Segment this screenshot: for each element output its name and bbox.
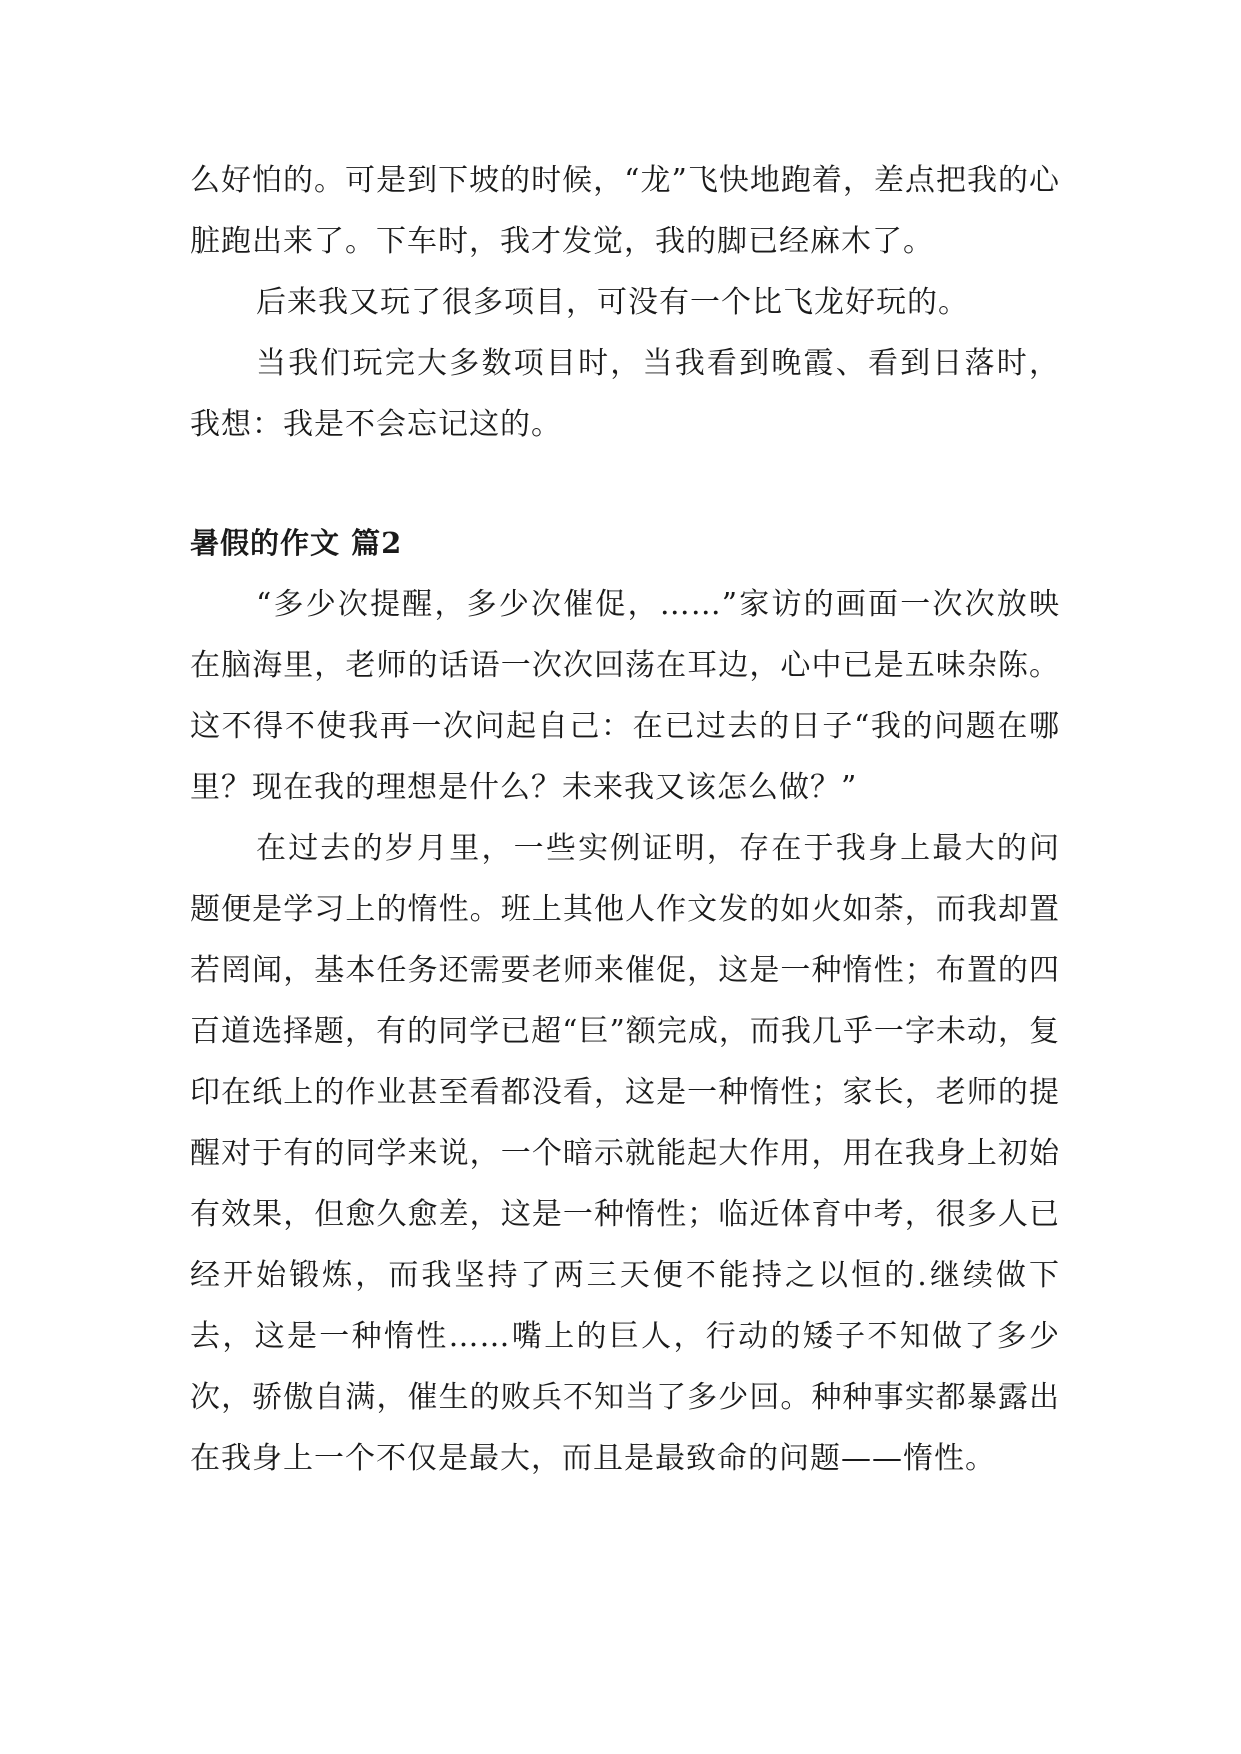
- paragraph: 当我们玩完大多数项目时，当我看到晚霞、看到日落时，我想：我是不会忘记这的。: [190, 346, 1060, 442]
- paragraph: 在过去的岁月里，一些实例证明，存在于我身上最大的问题便是学习上的惰性。班上其他人作文发的如火如荼，而我却置若罔闻，基本任务还需要老师来催促，这是一种惰性；布置的四百道选择题，有的同学已超“巨”额完成，而我几乎一字未动，复印在纸上的作业甚至看都没看，这是一种惰性；家长，老师的提醒对于有的同学来说，一个暗示就能起大作用，用在我身上初始有效果，但愈久愈差，这是一种惰性；临近体育中考，很多人已经开始锻炼，而我坚持了两三天便不能持之以恒的.继续做下去，这是一种惰性……嘴上的巨人，行动的矮子不知做了多少次，骄傲自满，催生的败兵不知当了多少回。种种事实都暴露出在我身上一个不仅是最大，而且是最致命的问题——惰性。: [190, 831, 1060, 1476]
- paragraph: “多少次提醒，多少次催促，……”家访的画面一次次放映在脑海里，老师的话语一次次回荡在耳边，心中已是五味杂陈。这不得不使我再一次问起自己：在已过去的日子“我的问题在哪里？现在我的理想是什么？未来我又该怎么做？”: [190, 587, 1060, 805]
- continued-paragraph: 么好怕的。可是到下坡的时候，“龙”飞快地跑着，差点把我的心脏跑出来了。下车时，我才发觉，我的脚已经麻木了。: [190, 163, 1060, 259]
- document-page: [190, 150, 1060, 1489]
- section-title: 暑假的作文 篇2: [190, 526, 403, 560]
- paragraph: 后来我又玩了很多项目，可没有一个比飞龙好玩的。: [256, 285, 969, 320]
